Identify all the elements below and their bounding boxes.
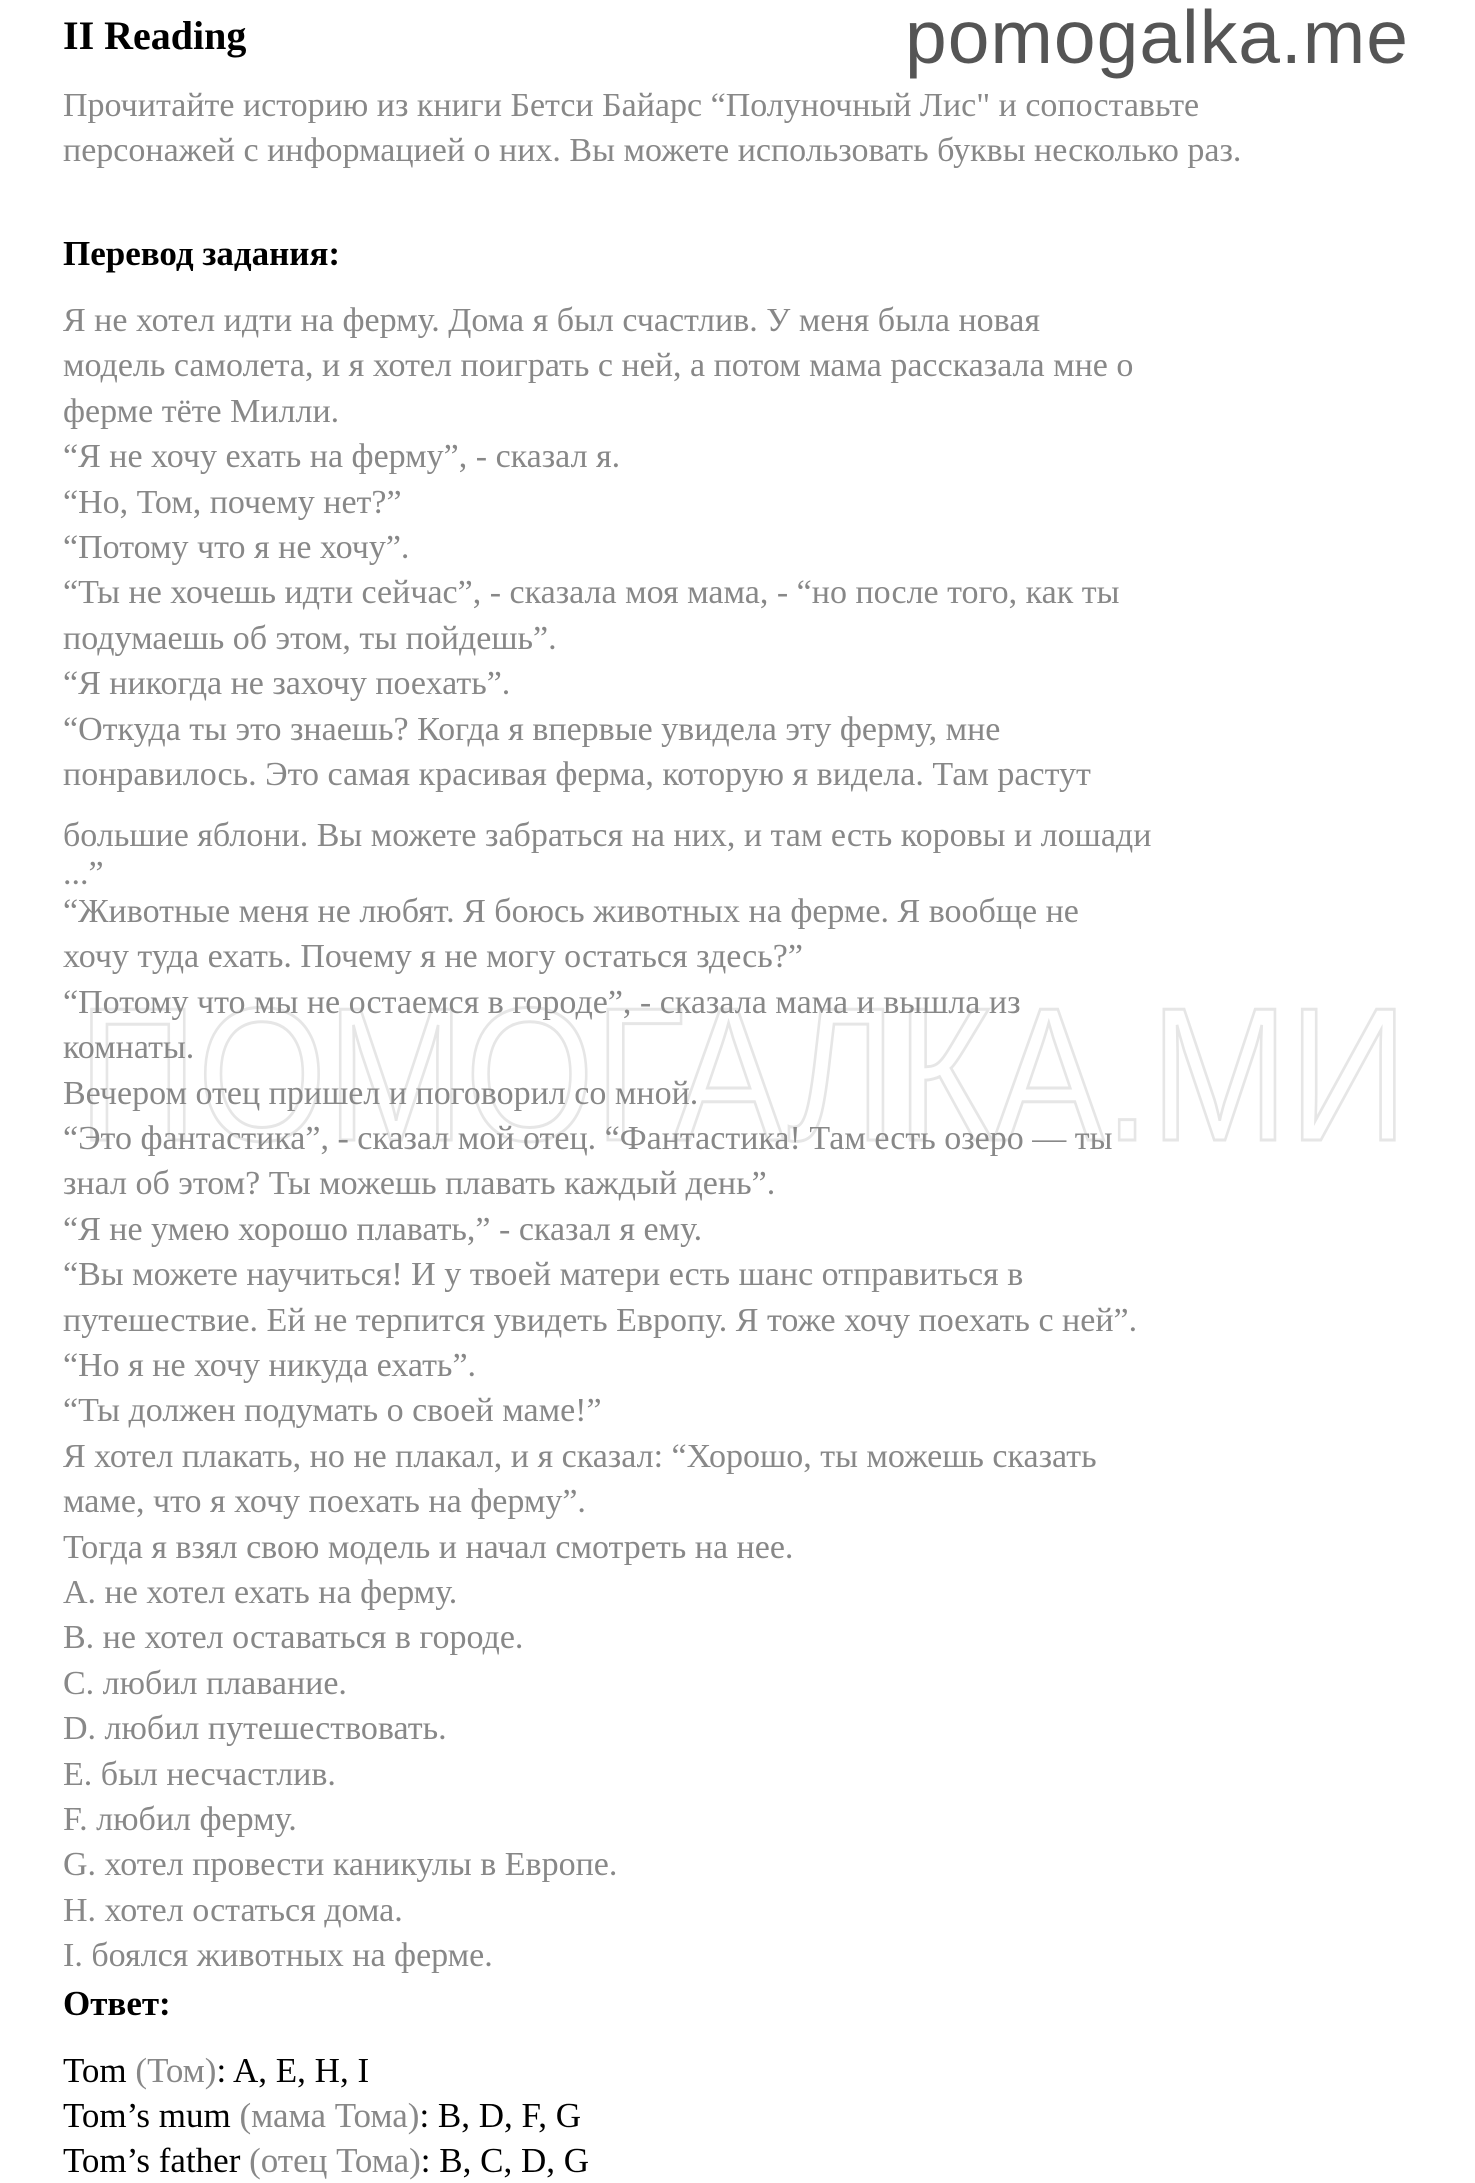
story-line: “Я не хочу ехать на ферму”, - сказал я.: [63, 438, 621, 476]
answer-name: Tom’s mum: [63, 2096, 240, 2135]
answer-name: Tom: [63, 2051, 136, 2090]
answer-name: Tom’s father: [63, 2141, 250, 2180]
answer-name-translation: (отец Тома): [249, 2141, 421, 2180]
answer-row-mum: [63, 2093, 589, 2138]
story-line: “Потому что я не хочу”.: [63, 529, 410, 567]
story-line: “Ты не хочешь идти сейчас”, - сказала моя мама, - “но после того, как ты: [63, 574, 1120, 612]
option-item: D. любил путешествовать.: [63, 1710, 447, 1748]
story-line: Тогда я взял свою модель и начал смотреть на нее.: [63, 1528, 794, 1566]
story-line: “Но я не хочу никуда ехать”.: [63, 1346, 477, 1384]
site-logo: pomogalka.me: [905, 0, 1409, 79]
story-line: хочу туда ехать. Почему я не могу остаться здесь?”: [63, 938, 803, 976]
story-line: комнаты.: [63, 1029, 195, 1067]
story-line: ...”: [63, 854, 104, 892]
story-line: “Я не умею хорошо плавать,” - сказал я ему.: [63, 1210, 703, 1248]
option-item: C. любил плавание.: [63, 1664, 347, 1702]
answer-list: [63, 2048, 589, 2183]
option-item: I. боялся животных на ферме.: [63, 1937, 493, 1975]
story-line: Вечером отец пришел и поговорил со мной.: [63, 1074, 699, 1112]
option-item: H. хотел остаться дома.: [63, 1891, 403, 1929]
story-line: большие яблони. Вы можете забраться на них, и там есть коровы и лошади: [63, 817, 1152, 855]
instructions-text: Прочитайте историю из книги Бетси Байарс “Полуночный Лис" и сопоставьте персонажей с информацией о них. Вы можете использовать буквы несколько раз.: [63, 87, 1242, 169]
story-line: “Ты должен подумать о своей маме!”: [63, 1392, 602, 1430]
story-line: понравилось. Это самая красивая ферма, которую я видела. Там растут: [63, 756, 1091, 794]
story-line: Я не хотел идти на ферму. Дома я был счастлив. У меня была новая: [63, 302, 1041, 339]
answer-letters: : B, C, D, G: [420, 2141, 590, 2180]
option-item: F. любил ферму.: [63, 1801, 297, 1838]
story-line: путешествие. Ей не терпится увидеть Европу. Я тоже хочу поехать с ней”.: [63, 1301, 1138, 1339]
answer-letters: : B, D, F, G: [419, 2096, 581, 2135]
answer-letters: : A, E, H, I: [216, 2051, 370, 2090]
answer-row-father: [63, 2138, 589, 2183]
story-line: подумаешь об этом, ты пойдешь”.: [63, 619, 557, 657]
translation-heading: Перевод задания:: [63, 234, 341, 273]
watermark-text: ПОМОГАЛКА.МИ: [78, 980, 1408, 1170]
story-line: ферме тёте Милли.: [63, 392, 340, 430]
answer-heading: Ответ:: [63, 1984, 171, 2023]
answer-name-translation: (мама Тома): [239, 2096, 420, 2135]
story-line: “Животные меня не любят. Я боюсь животных на ферме. Я вообще не: [63, 892, 1079, 930]
option-item: B. не хотел оставаться в городе.: [63, 1619, 524, 1657]
story-line: Я хотел плакать, но не плакал, и я сказал: “Хорошо, ты можешь сказать: [63, 1437, 1097, 1475]
story-line: “Это фантастика”, - сказал мой отец. “Фантастика! Там есть озеро — ты: [63, 1119, 1113, 1157]
section-title: II Reading: [63, 13, 247, 58]
option-item: G. хотел провести каникулы в Европе.: [63, 1846, 618, 1884]
story-line: модель самолета, и я хотел поиграть с ней, а потом мама рассказала мне о: [63, 347, 1134, 385]
story-line: знал об этом? Ты можешь плавать каждый день”.: [63, 1165, 776, 1203]
translation-body: [63, 298, 1363, 1979]
answer-row-tom: [63, 2048, 589, 2093]
story-line: “Потому что мы не остаемся в городе”, - сказала мама и вышла из: [63, 983, 1021, 1021]
option-item: E. был несчастлив.: [63, 1755, 336, 1793]
answer-name-translation: (Том): [135, 2051, 217, 2090]
story-line: “Я никогда не захочу поехать”.: [63, 665, 511, 703]
story-line: “Откуда ты это знаешь? Когда я впервые увидела эту ферму, мне: [63, 710, 1001, 748]
story-line: “Вы можете научиться! И у твоей матери есть шанс отправиться в: [63, 1256, 1024, 1294]
story-line: “Но, Том, почему нет?”: [63, 483, 402, 521]
option-item: A. не хотел ехать на ферму.: [63, 1573, 458, 1611]
story-line: маме, что я хочу поехать на ферму”.: [63, 1483, 586, 1521]
